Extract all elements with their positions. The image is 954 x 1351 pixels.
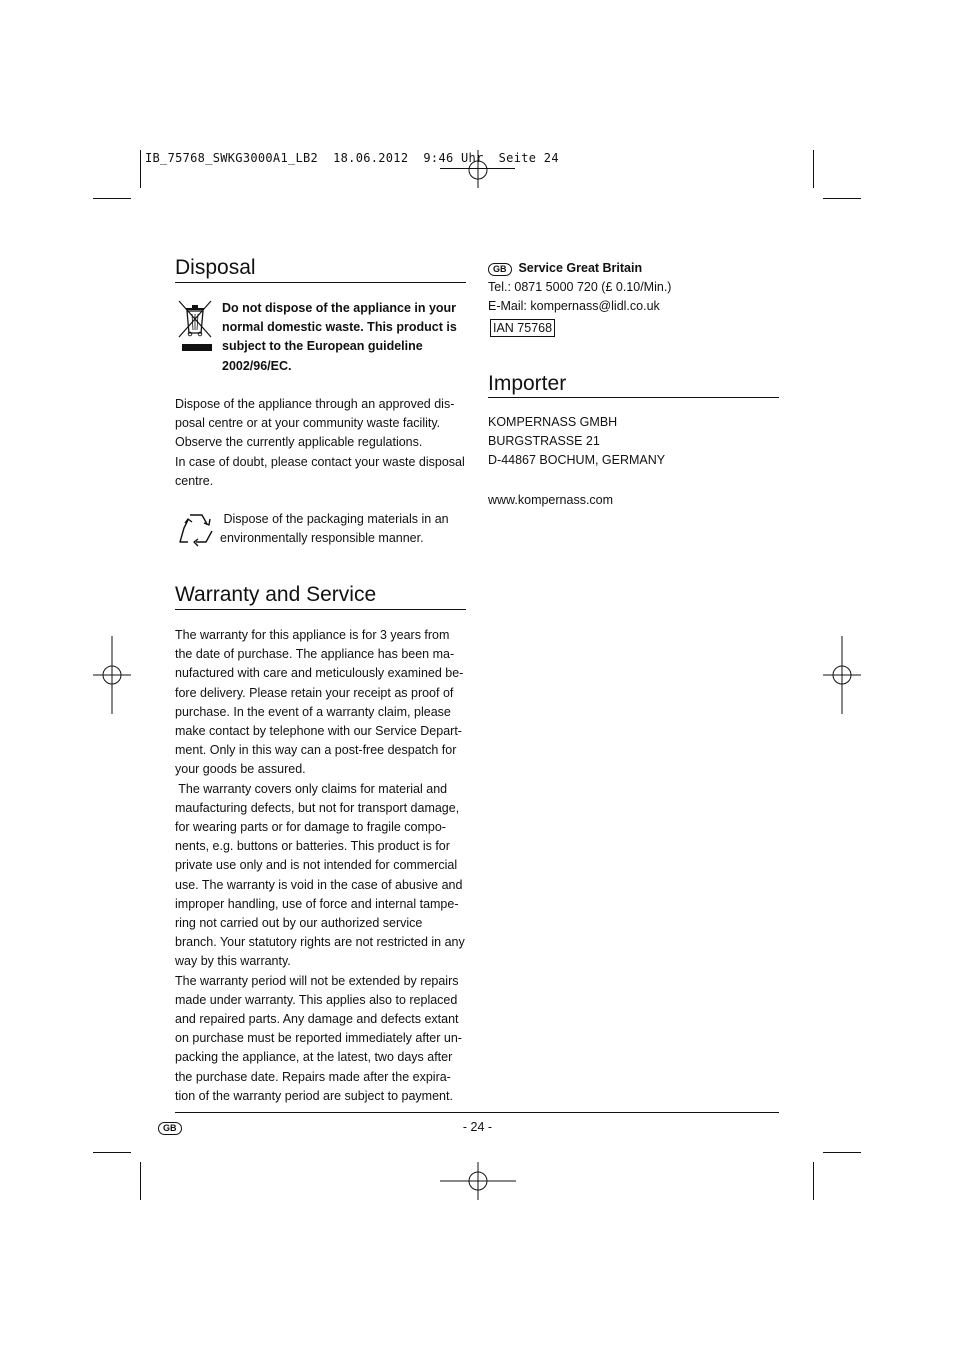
- disposal-body: Dispose of the appliance through an approved dis- posal centre or at your community waste facility. Observe the currently applicable regulations. In case of doubt, please contact your waste disposal centre.: [175, 397, 465, 488]
- crossed-bin-icon: [177, 299, 215, 355]
- importer-address: KOMPERNASS GMBH BURGSTRASSE 21 D-44867 BOCHUM, GERMANY: [488, 415, 666, 468]
- importer-website: www.kompernass.com: [488, 493, 614, 507]
- print-slug: IB_75768_SWKG3000A1_LB2 18.06.2012 9:46 Uhr Seite 24: [145, 151, 559, 165]
- footer-rule: [175, 1112, 779, 1113]
- warranty-rule: [175, 609, 466, 610]
- service-block: [488, 259, 788, 338]
- importer-title: Importer: [488, 372, 567, 395]
- gb-badge: GB: [488, 263, 512, 276]
- weee-notice: Do not dispose of the appliance in your normal domestic waste. This product is subject to the European guideline 2002/96/EC.: [222, 301, 457, 373]
- disposal-rule: [175, 282, 466, 283]
- disposal-title: Disposal: [175, 256, 256, 279]
- footer-gb-badge: GB: [158, 1122, 182, 1135]
- registration-mark-bottom: [440, 1162, 516, 1200]
- warranty-title: Warranty and Service: [175, 583, 377, 606]
- registration-mark-left: [93, 636, 131, 714]
- registration-mark-top: [462, 150, 494, 188]
- service-heading: Service Great Britain: [518, 261, 643, 275]
- service-email: E-Mail: kompernass@lidl.co.uk: [488, 299, 660, 314]
- recycle-icon: [176, 510, 216, 548]
- service-tel: Tel.: 0871 5000 720 (£ 0.10/Min.): [488, 280, 672, 295]
- importer-rule: [488, 397, 779, 398]
- registration-mark-right: [823, 636, 861, 714]
- recycle-notice: Dispose of the packaging materials in an environmentally responsible manner.: [220, 512, 449, 546]
- page-number: - 24 -: [462, 1120, 493, 1134]
- warranty-body: The warranty for this appliance is for 3 years from the date of purchase. The appliance has been ma- nufactured with care and meticulously examined be- fore delivery. Please retain your receipt as proof of purchase. In the event of a warranty claim, please make contact by telephone with our Service Depart- ment. Only in this way can a post-free despatch for your goods be assured. The warranty covers only claims for material and maufacturing defects, but not for transport damage, for wearing parts or for damage to fragile compo- nents, e.g. buttons or batteries. This product is for private use only and is not intended for commercial use. The warranty is void in the case of abusive and improper handling, use of force and internal tampe- ring not carried out by our authorized service branch. Your statutory rights are not restricted in any way by this warranty. The warranty period will not be extended by repairs made under warranty. This applies also to replaced and repaired parts. Any damage and defects extant on purchase must be reported immediately after un- packing the appliance, at the latest, two days after the purchase date. Repairs made after the expira- tion of the warranty period are subject to payment.: [175, 628, 465, 1103]
- ian-number: IAN 75768: [490, 319, 555, 337]
